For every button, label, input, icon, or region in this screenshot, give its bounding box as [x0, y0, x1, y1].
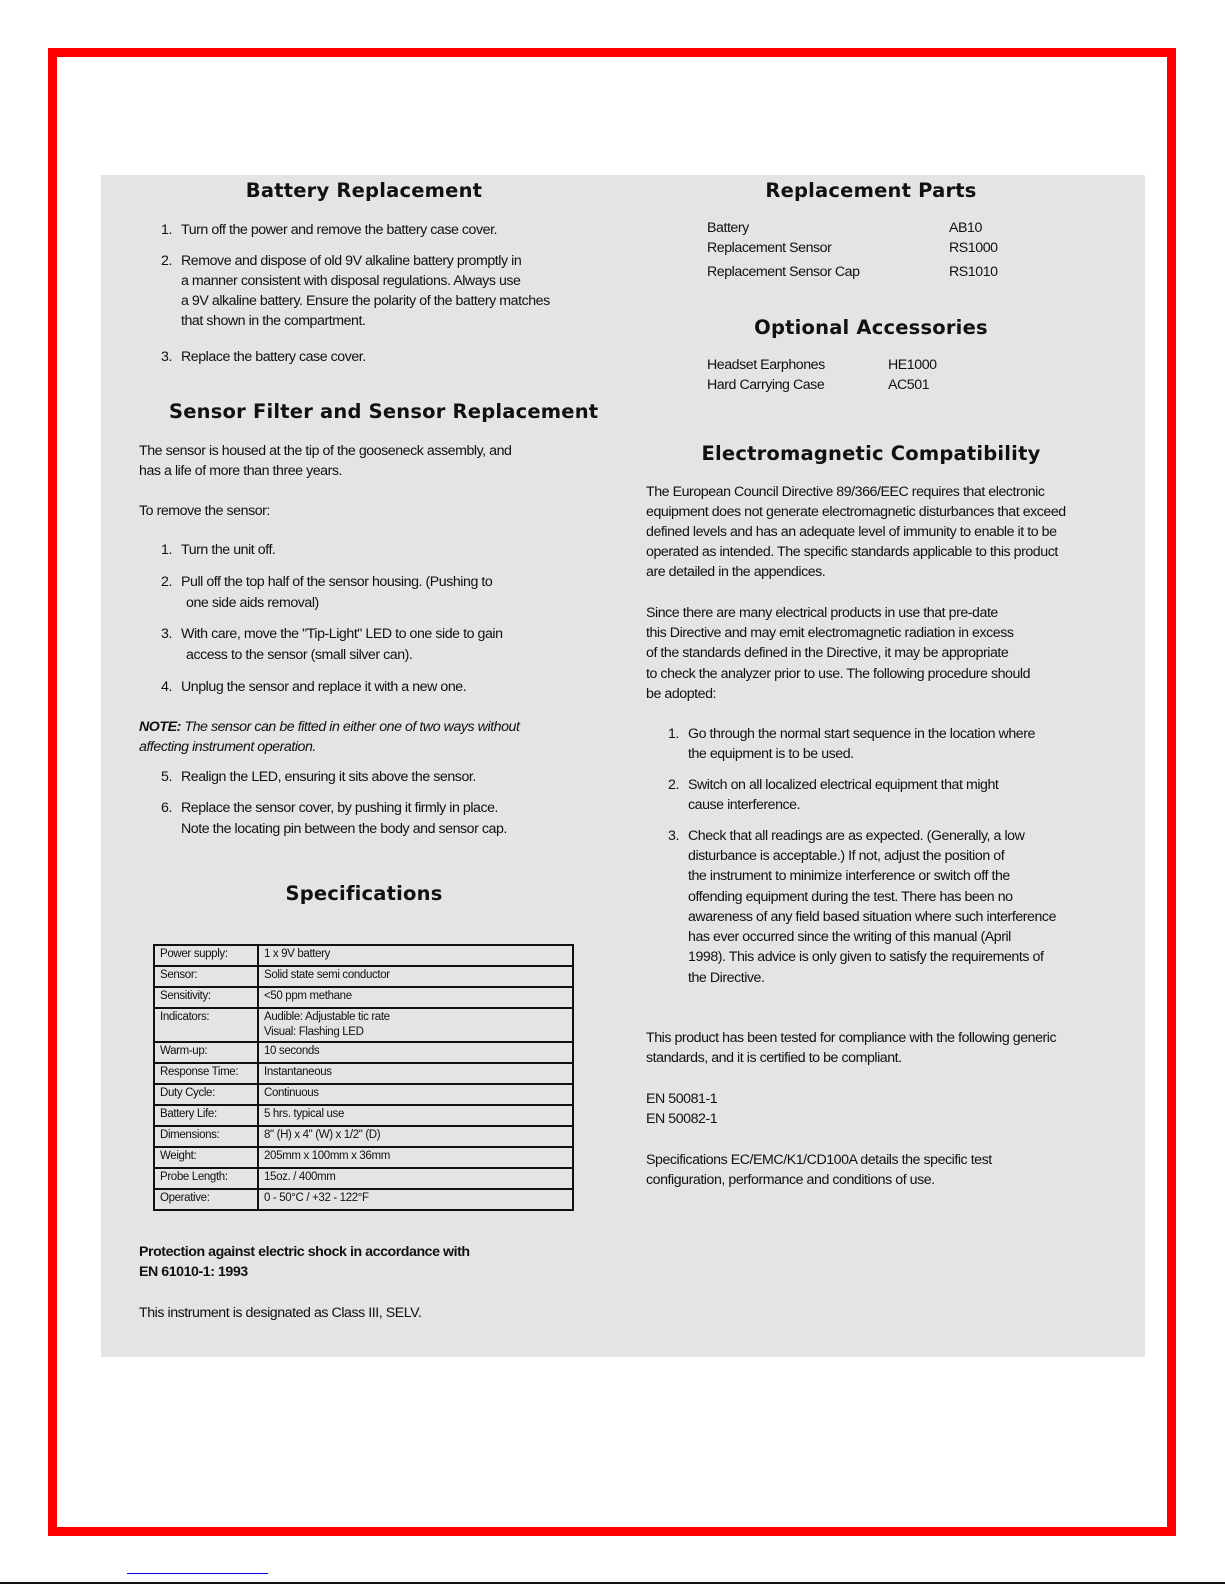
step-text: the Directive. [688, 970, 765, 986]
battery-replacement-heading: Battery Replacement [245, 179, 483, 202]
paragraph-line: this Directive and may emit electromagnetic radiation in excess [646, 625, 1014, 641]
table-row [154, 1042, 573, 1063]
step-text: the equipment is to be used. [688, 746, 854, 762]
step-text: a manner consistent with disposal regulations. Always use [181, 273, 521, 289]
spec-label: Battery Life: [154, 1105, 258, 1126]
paragraph-line: Since there are many electrical products in use that pre-date [646, 605, 998, 621]
step-text: Unplug the sensor and replace it with a new one. [181, 679, 467, 695]
note-label: NOTE: [139, 719, 181, 735]
table-row [154, 1105, 573, 1126]
paragraph-line: Specifications EC/EMC/K1/CD100A details the specific test [646, 1152, 992, 1168]
step-text: that shown in the compartment. [181, 313, 366, 329]
list-item [707, 240, 998, 256]
list-item [707, 357, 937, 373]
spec-value: 10 seconds [258, 1042, 573, 1063]
step-text: disturbance is acceptable.) If not, adjust the position of [688, 848, 1005, 864]
step-number: 1. [668, 726, 679, 742]
paragraph-line: are detailed in the appendices. [646, 564, 826, 580]
accessory-name: Hard Carrying Case [707, 377, 825, 393]
note-line [139, 717, 519, 737]
spec-value: 15oz. / 400mm [258, 1168, 573, 1189]
accessory-code: HE1000 [888, 357, 937, 373]
specifications-heading: Specifications [285, 882, 443, 905]
step-text: the instrument to minimize interference or switch off the [688, 868, 1010, 884]
step-text: Note the locating pin between the body and sensor cap. [181, 821, 507, 837]
spec-label: Operative: [154, 1189, 258, 1210]
spec-value: Solid state semi conductor [258, 966, 573, 987]
optional-accessories-heading: Optional Accessories [754, 316, 988, 339]
spec-label: Probe Length: [154, 1168, 258, 1189]
step-text: cause interference. [688, 797, 801, 813]
part-name: Replacement Sensor [707, 240, 832, 256]
step-text: With care, move the "Tip-Light" LED to one side to gain [181, 626, 503, 642]
step-text: Remove and dispose of old 9V alkaline battery promptly in [181, 253, 522, 269]
step-number: 3. [161, 349, 172, 365]
sensor-intro-text: The sensor is housed at the tip of the gooseneck assembly, and [139, 443, 512, 459]
spec-label: Power supply: [154, 945, 258, 966]
spec-label: Sensitivity: [154, 987, 258, 1008]
paragraph-line: standards, and it is certified to be compliant. [646, 1050, 902, 1066]
part-code: RS1000 [949, 240, 998, 256]
step-text: access to the sensor (small silver can). [186, 647, 413, 663]
paragraph-line: of the standards defined in the Directive, it may be appropriate [646, 645, 1009, 661]
step-number: 1. [161, 542, 172, 558]
spec-label: Dimensions: [154, 1126, 258, 1147]
step-text: Realign the LED, ensuring it sits above the sensor. [181, 769, 476, 785]
step-number: 1. [161, 222, 172, 238]
spec-label: Sensor: [154, 966, 258, 987]
paragraph-line: to check the analyzer prior to use. The following procedure should [646, 666, 1031, 682]
spec-label: Weight: [154, 1147, 258, 1168]
sensor-replacement-heading: Sensor Filter and Sensor Replacement [169, 400, 599, 423]
list-item [707, 220, 982, 236]
step-text: a 9V alkaline battery. Ensure the polarity of the battery matches [181, 293, 550, 309]
manual-page-panel [101, 175, 1145, 1357]
table-row [154, 987, 573, 1008]
bottom-divider [0, 1582, 1225, 1584]
list-item [707, 377, 930, 393]
note-line: affecting instrument operation. [139, 739, 316, 755]
step-text: Pull off the top half of the sensor housing. (Pushing to [181, 574, 493, 590]
table-row [154, 1008, 573, 1042]
note-text: The sensor can be fitted in either one of two ways without [180, 719, 520, 735]
table-row [154, 945, 573, 966]
step-text: Replace the battery case cover. [181, 349, 366, 365]
sensor-lead-text: To remove the sensor: [139, 503, 270, 519]
table-row [154, 1147, 573, 1168]
step-number: 4. [161, 679, 172, 695]
spec-label: Indicators: [154, 1008, 258, 1042]
part-name: Replacement Sensor Cap [707, 264, 860, 280]
spec-value: 205mm x 100mm x 36mm [258, 1147, 573, 1168]
table-row [154, 1189, 573, 1210]
step-text: Check that all readings are as expected. (Generally, a low [688, 828, 1025, 844]
table-row [154, 1084, 573, 1105]
step-text: offending equipment during the test. There has been no [688, 889, 1013, 905]
list-item [707, 264, 998, 280]
standard-code: EN 50081-1 [646, 1091, 718, 1107]
step-number: 2. [668, 777, 679, 793]
spec-value: 5 hrs. typical use [258, 1105, 573, 1126]
step-text: Turn off the power and remove the battery case cover. [181, 222, 498, 238]
table-row [154, 1168, 573, 1189]
paragraph-line: configuration, performance and conditions of use. [646, 1172, 935, 1188]
class-designation-text: This instrument is designated as Class III, SELV. [139, 1305, 422, 1321]
paragraph-line: operated as intended. The specific standards applicable to this product [646, 544, 1058, 560]
paragraph-line: This product has been tested for compliance with the following generic [646, 1030, 1057, 1046]
step-text: one side aids removal) [186, 595, 319, 611]
step-text: 1998). This advice is only given to satisfy the requirements of [688, 949, 1044, 965]
step-number: 5. [161, 769, 172, 785]
specifications-table [153, 944, 574, 1211]
spec-value: 1 x 9V battery [258, 945, 573, 966]
paragraph-line: defined levels and has an adequate level of immunity to enable it to be [646, 524, 1057, 540]
part-code: RS1010 [949, 264, 998, 280]
part-code: AB10 [949, 220, 982, 236]
table-row [154, 966, 573, 987]
replacement-parts-heading: Replacement Parts [765, 179, 977, 202]
spec-label: Response Time: [154, 1063, 258, 1084]
table-row [154, 1063, 573, 1084]
step-text: has ever occurred since the writing of this manual (April [688, 929, 1011, 945]
step-number: 2. [161, 574, 172, 590]
spec-value: Continuous [258, 1084, 573, 1105]
step-text: Turn the unit off. [181, 542, 276, 558]
accessory-code: AC501 [888, 377, 930, 393]
step-text: awareness of any field based situation where such interference [688, 909, 1057, 925]
spec-label: Warm-up: [154, 1042, 258, 1063]
step-text: Switch on all localized electrical equipment that might [688, 777, 999, 793]
step-number: 3. [668, 828, 679, 844]
step-text: Go through the normal start sequence in the location where [688, 726, 1035, 742]
paragraph-line: equipment does not generate electromagnetic disturbances that exceed [646, 504, 1066, 520]
spec-value [258, 1008, 573, 1042]
spec-value: Instantaneous [258, 1063, 573, 1084]
protection-text: Protection against electric shock in accordance with [139, 1244, 470, 1260]
step-number: 2. [161, 253, 172, 269]
spec-value: 0 - 50°C / +32 - 122°F [258, 1189, 573, 1210]
sensor-intro-text: has a life of more than three years. [139, 463, 343, 479]
step-number: 6. [161, 800, 172, 816]
spec-value-line: Audible: Adjustable tic rate [264, 1011, 390, 1023]
paragraph-line: be adopted: [646, 686, 716, 702]
protection-text: EN 61010-1: 1993 [139, 1264, 248, 1280]
table-row [154, 1126, 573, 1147]
step-number: 3. [161, 626, 172, 642]
spec-value: <50 ppm methane [258, 987, 573, 1008]
spec-label: Duty Cycle: [154, 1084, 258, 1105]
step-text: Replace the sensor cover, by pushing it firmly in place. [181, 800, 499, 816]
standard-code: EN 50082-1 [646, 1111, 718, 1127]
empty-link[interactable] [127, 1573, 268, 1574]
part-name: Battery [707, 220, 749, 236]
paragraph-line: The European Council Directive 89/366/EEC requires that electronic [646, 484, 1045, 500]
emc-heading: Electromagnetic Compatibility [701, 442, 1041, 465]
spec-value: 8" (H) x 4" (W) x 1/2" (D) [258, 1126, 573, 1147]
accessory-name: Headset Earphones [707, 357, 825, 373]
spec-value-line: Visual: Flashing LED [264, 1026, 364, 1038]
